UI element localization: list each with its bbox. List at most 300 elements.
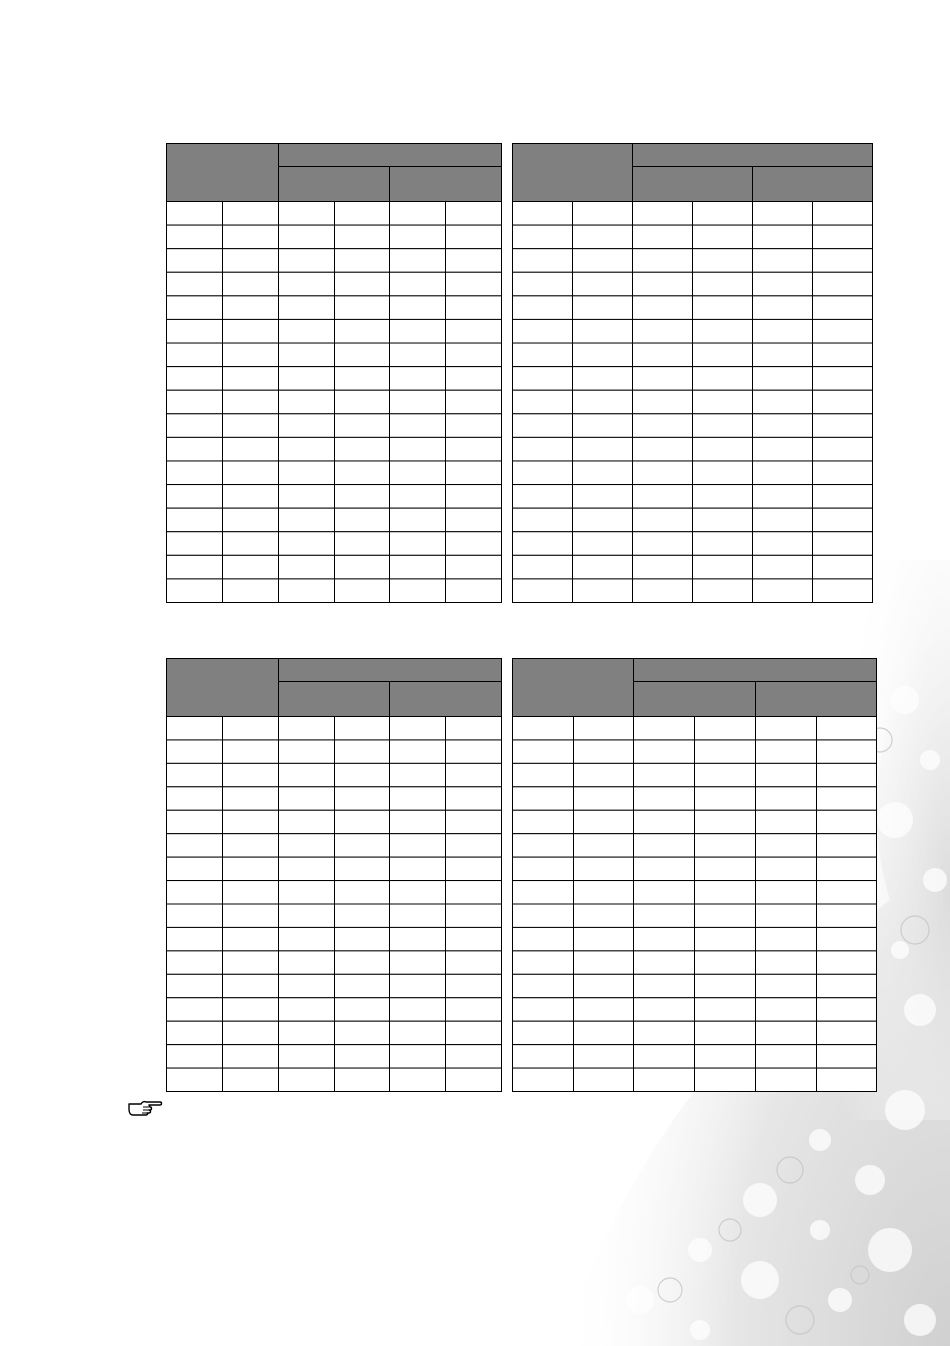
table-cell (513, 1068, 574, 1091)
table-cell (335, 296, 390, 320)
table-cell (335, 367, 390, 391)
table-cell (513, 461, 573, 485)
table-cell (753, 390, 813, 414)
table-row (167, 881, 502, 904)
table-cell (756, 1068, 817, 1091)
table-cell (753, 296, 813, 320)
table-cell (513, 202, 573, 226)
table-cell (390, 272, 446, 296)
table-cell (693, 579, 753, 603)
table-cell (634, 740, 695, 763)
table-row (167, 485, 502, 509)
table-cell (513, 740, 574, 763)
table-cell (279, 763, 335, 786)
table-cell (513, 225, 573, 249)
table-cell (573, 508, 633, 532)
table-cell (813, 485, 873, 509)
table-cell (223, 485, 279, 509)
table-cell (817, 998, 877, 1021)
table-row (513, 834, 877, 857)
table-cell (753, 461, 813, 485)
table-cell (390, 927, 446, 950)
table-cell (633, 202, 693, 226)
table-cell (167, 787, 223, 810)
table-cell (446, 461, 502, 485)
table-cell (279, 717, 335, 740)
table-cell (693, 367, 753, 391)
table-bottom-left (166, 658, 502, 1092)
table-cell (817, 810, 877, 833)
table-cell (335, 249, 390, 273)
table-cell (279, 508, 335, 532)
table-cell (167, 579, 223, 603)
table-cell (573, 202, 633, 226)
table-cell (223, 717, 279, 740)
table-cell (167, 272, 223, 296)
header-block (513, 659, 877, 717)
table-cell (167, 927, 223, 950)
table-cell (223, 367, 279, 391)
table-cell (167, 202, 223, 226)
table-cell (813, 296, 873, 320)
table-cell (223, 272, 279, 296)
table-cell (279, 1045, 335, 1068)
table-cell (446, 532, 502, 556)
table-cell (167, 296, 223, 320)
table-row (167, 787, 502, 810)
table-row (513, 437, 873, 461)
table-cell (390, 951, 446, 974)
table-cell (390, 319, 446, 343)
table-cell (223, 1021, 279, 1044)
table-cell (695, 951, 756, 974)
table-cell (446, 225, 502, 249)
table-cell (335, 834, 390, 857)
table-cell (223, 225, 279, 249)
table-cell (693, 343, 753, 367)
table-cell (279, 343, 335, 367)
table-cell (167, 904, 223, 927)
table-cell (167, 834, 223, 857)
table-cell (279, 461, 335, 485)
table-top-right (512, 143, 873, 603)
table-cell (167, 532, 223, 556)
table-cell (223, 857, 279, 880)
table-cell (167, 810, 223, 833)
table-cell (573, 390, 633, 414)
table-cell (223, 787, 279, 810)
table-row (167, 857, 502, 880)
table-cell (279, 810, 335, 833)
table-row (513, 555, 873, 579)
table-cell (573, 367, 633, 391)
table-row (513, 202, 873, 226)
table-cell (390, 787, 446, 810)
table-cell (446, 881, 502, 904)
table-cell (390, 343, 446, 367)
table-cell (756, 927, 817, 950)
table-cell (390, 810, 446, 833)
table-cell (813, 319, 873, 343)
table-cell (167, 461, 223, 485)
table-row (167, 202, 502, 226)
table-cell (390, 881, 446, 904)
table-cell (695, 881, 756, 904)
table-cell (756, 857, 817, 880)
table-cell (695, 857, 756, 880)
table-cell (574, 998, 634, 1021)
table-cell (634, 857, 695, 880)
table-cell (390, 367, 446, 391)
table-cell (756, 787, 817, 810)
table-row (167, 367, 502, 391)
table-cell (167, 951, 223, 974)
table-cell (633, 437, 693, 461)
table-cell (633, 508, 693, 532)
table-cell (335, 485, 390, 509)
table-cell (279, 485, 335, 509)
table-cell (633, 414, 693, 438)
table-cell (513, 927, 574, 950)
table-cell (693, 390, 753, 414)
table-cell (756, 763, 817, 786)
table-row (167, 508, 502, 532)
table-cell (753, 272, 813, 296)
table-cell (446, 904, 502, 927)
table-cell (756, 717, 817, 740)
table-cell (756, 998, 817, 1021)
table-row (513, 225, 873, 249)
table-row (513, 787, 877, 810)
table-cell (335, 998, 390, 1021)
table-cell (753, 579, 813, 603)
table-cell (446, 763, 502, 786)
table-cell (446, 834, 502, 857)
table-cell (390, 998, 446, 1021)
table-row (513, 1021, 877, 1044)
table-cell (753, 202, 813, 226)
table-cell (817, 717, 877, 740)
table-cell (695, 998, 756, 1021)
table-cell (335, 740, 390, 763)
table-row (167, 974, 502, 997)
table-cell (634, 927, 695, 950)
table-cell (633, 579, 693, 603)
table-cell (693, 508, 753, 532)
table-cell (167, 740, 223, 763)
table-cell (167, 343, 223, 367)
table-cell (223, 810, 279, 833)
table-row (513, 532, 873, 556)
table-cell (446, 998, 502, 1021)
table-cell (753, 508, 813, 532)
table-cell (695, 834, 756, 857)
table-cell (167, 1068, 223, 1091)
table-cell (390, 740, 446, 763)
table-cell (446, 1068, 502, 1091)
table-cell (390, 414, 446, 438)
table-cell (573, 249, 633, 273)
table-cell (513, 579, 573, 603)
table-row (167, 763, 502, 786)
table-cell (574, 834, 634, 857)
table-cell (335, 857, 390, 880)
table-cell (756, 881, 817, 904)
table-row (513, 508, 873, 532)
table-cell (693, 555, 753, 579)
table-cell (446, 1045, 502, 1068)
table-cell (335, 974, 390, 997)
table-cell (813, 202, 873, 226)
table-row (167, 296, 502, 320)
table-cell (390, 296, 446, 320)
table-cell (513, 555, 573, 579)
table-cell (813, 343, 873, 367)
table-row (167, 579, 502, 603)
table-cell (513, 319, 573, 343)
table-cell (574, 951, 634, 974)
table-row (513, 881, 877, 904)
table-cell (446, 343, 502, 367)
table-cell (817, 857, 877, 880)
table-cell (446, 740, 502, 763)
table-cell (446, 1021, 502, 1044)
table-cell (513, 1045, 574, 1068)
table-cell (513, 1021, 574, 1044)
table-row (167, 343, 502, 367)
table-cell (223, 532, 279, 556)
table-row (513, 272, 873, 296)
table-cell (573, 319, 633, 343)
table-row (513, 810, 877, 833)
table-cell (167, 367, 223, 391)
table-cell (513, 974, 574, 997)
table-cell (695, 810, 756, 833)
table-cell (633, 296, 693, 320)
table-cell (633, 390, 693, 414)
table-cell (756, 834, 817, 857)
table-cell (335, 319, 390, 343)
table-cell (446, 367, 502, 391)
table-cell (693, 249, 753, 273)
table-cell (223, 927, 279, 950)
table-cell (573, 532, 633, 556)
table-cell (335, 579, 390, 603)
table-row (513, 343, 873, 367)
table-cell (446, 810, 502, 833)
table-cell (756, 810, 817, 833)
table-cell (634, 951, 695, 974)
table-row (167, 390, 502, 414)
table-cell (446, 974, 502, 997)
table-cell (167, 998, 223, 1021)
table-cell (223, 763, 279, 786)
table-cell (513, 249, 573, 273)
table-cell (695, 1045, 756, 1068)
table-cell (573, 437, 633, 461)
table-row (167, 904, 502, 927)
table-cell (279, 787, 335, 810)
table-cell (813, 532, 873, 556)
table-cell (573, 461, 633, 485)
table-cell (279, 225, 335, 249)
table-cell (279, 249, 335, 273)
table-row (167, 810, 502, 833)
table-cell (693, 414, 753, 438)
table-cell (446, 555, 502, 579)
table-cell (390, 225, 446, 249)
table-cell (446, 272, 502, 296)
table-row (167, 272, 502, 296)
table-cell (390, 1045, 446, 1068)
table-cell (167, 485, 223, 509)
table-cell (633, 555, 693, 579)
table-cell (633, 319, 693, 343)
table-row (167, 414, 502, 438)
table-cell (513, 508, 573, 532)
table-cell (817, 740, 877, 763)
table-cell (817, 1045, 877, 1068)
table-cell (390, 904, 446, 927)
table-cell (693, 532, 753, 556)
pointing-hand-icon (127, 1097, 163, 1117)
table-cell (513, 810, 574, 833)
table-cell (279, 296, 335, 320)
table-cell (335, 1021, 390, 1044)
table-cell (574, 1021, 634, 1044)
table-cell (513, 437, 573, 461)
table-cell (817, 927, 877, 950)
table-row (167, 927, 502, 950)
table-cell (813, 579, 873, 603)
table-cell (446, 437, 502, 461)
table-cell (279, 367, 335, 391)
table-row (513, 951, 877, 974)
table-cell (446, 390, 502, 414)
table-cell (335, 437, 390, 461)
table-cell (223, 296, 279, 320)
table-cell (167, 508, 223, 532)
table-cell (634, 834, 695, 857)
table-cell (279, 998, 335, 1021)
table-cell (279, 740, 335, 763)
table-cell (633, 272, 693, 296)
table-cell (693, 272, 753, 296)
table-cell (335, 508, 390, 532)
table-cell (390, 437, 446, 461)
table-cell (695, 717, 756, 740)
table-cell (695, 763, 756, 786)
table-cell (817, 1021, 877, 1044)
header-block (513, 144, 873, 202)
table-cell (574, 904, 634, 927)
table-cell (167, 555, 223, 579)
table-cell (167, 857, 223, 880)
table-row (513, 414, 873, 438)
table-row (167, 437, 502, 461)
table-cell (513, 904, 574, 927)
table-row (167, 717, 502, 740)
table-cell (335, 414, 390, 438)
table-cell (390, 1068, 446, 1091)
table-cell (817, 951, 877, 974)
table-cell (513, 951, 574, 974)
table-cell (279, 532, 335, 556)
table-cell (753, 485, 813, 509)
table-cell (223, 202, 279, 226)
table-cell (753, 225, 813, 249)
table-cell (335, 390, 390, 414)
table-row (167, 1068, 502, 1091)
table-cell (513, 532, 573, 556)
table-cell (223, 555, 279, 579)
table-cell (167, 319, 223, 343)
table-cell (390, 532, 446, 556)
table-cell (574, 717, 634, 740)
table-cell (513, 787, 574, 810)
table-cell (223, 390, 279, 414)
table-cell (335, 904, 390, 927)
table-row (513, 249, 873, 273)
table-cell (390, 508, 446, 532)
table-cell (633, 225, 693, 249)
table-cell (446, 927, 502, 950)
table-cell (513, 343, 573, 367)
table-cell (513, 485, 573, 509)
table-cell (633, 485, 693, 509)
table-cell (634, 974, 695, 997)
table-cell (693, 485, 753, 509)
table-cell (813, 367, 873, 391)
table-row (513, 763, 877, 786)
table-cell (756, 951, 817, 974)
table-row (513, 367, 873, 391)
table-cell (167, 414, 223, 438)
table-cell (335, 717, 390, 740)
table-cell (753, 414, 813, 438)
table-cell (223, 1068, 279, 1091)
table-cell (223, 461, 279, 485)
table-cell (390, 717, 446, 740)
table-row (513, 390, 873, 414)
table-cell (634, 904, 695, 927)
table-cell (335, 343, 390, 367)
table-cell (167, 881, 223, 904)
table-cell (693, 296, 753, 320)
table-row (513, 974, 877, 997)
table-cell (390, 202, 446, 226)
table-cell (335, 1045, 390, 1068)
table-cell (573, 555, 633, 579)
table-cell (513, 717, 574, 740)
table-cell (817, 904, 877, 927)
table-cell (634, 1045, 695, 1068)
table-cell (167, 437, 223, 461)
table-row (513, 857, 877, 880)
table-cell (279, 834, 335, 857)
table-cell (695, 740, 756, 763)
table-cell (574, 974, 634, 997)
table-cell (223, 319, 279, 343)
table-row (513, 740, 877, 763)
table-cell (753, 532, 813, 556)
table-cell (756, 1045, 817, 1068)
table-cell (390, 461, 446, 485)
table-row (167, 225, 502, 249)
table-cell (813, 225, 873, 249)
table-cell (573, 343, 633, 367)
table-cell (223, 904, 279, 927)
